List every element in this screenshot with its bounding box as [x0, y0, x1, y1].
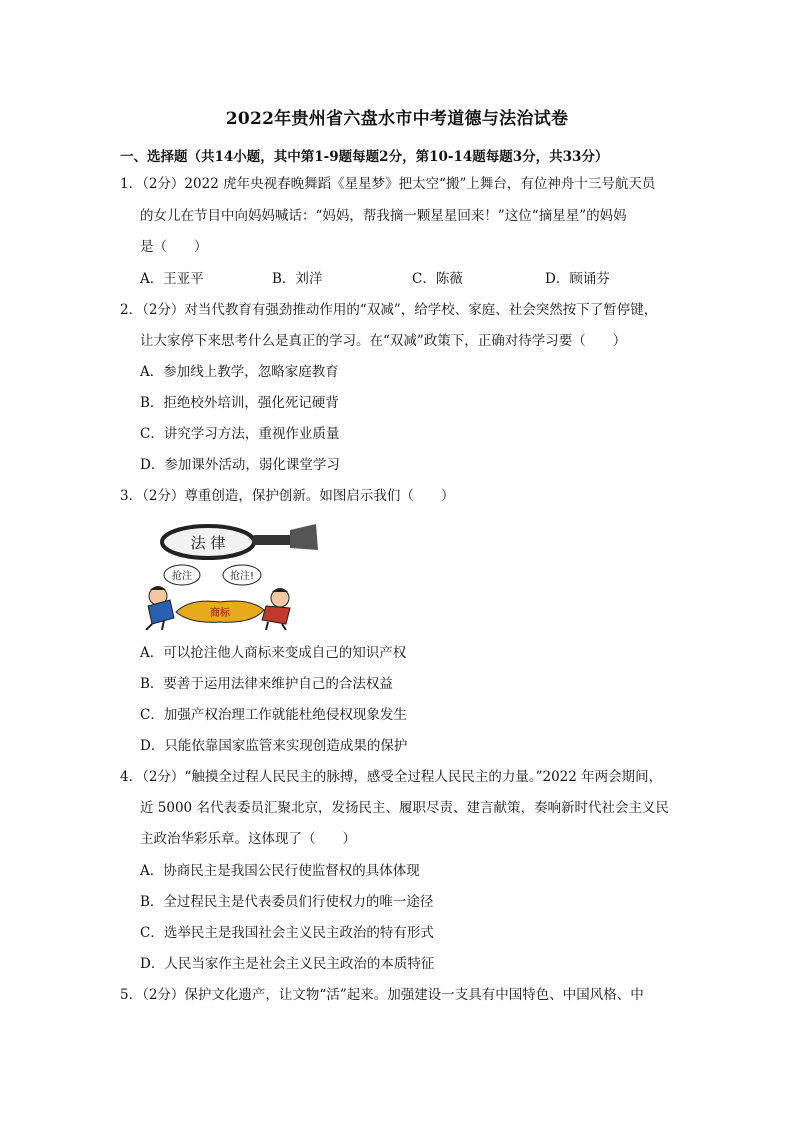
trademark-cartoon [140, 520, 320, 630]
question-4-option-c[interactable]: C．选举民主是我国社会主义民主政治的特有形式 [140, 925, 434, 941]
question-4-option-d[interactable]: D．人民当家作主是社会主义民主政治的本质特征 [140, 956, 435, 972]
question-3-option-b[interactable]: B．要善于运用法律来维护自己的合法权益 [140, 676, 393, 692]
question-2-line-1: 2．（2分）对当代教育有强劲推动作用的“双减”，给学校、家庭、社会突然按下了暂停键， [120, 302, 658, 318]
question-2-option-c[interactable]: C．讲究学习方法，重视作业质量 [140, 426, 340, 442]
question-3-option-a[interactable]: A．可以抢注他人商标来变成自己的知识产权 [140, 645, 407, 661]
right-person-hair [272, 588, 288, 592]
question-3-line-1: 3．（2分）尊重创造，保护创新。如图启示我们（ ） [120, 488, 455, 504]
page-title: 2022年贵州省六盘水市中考道德与法治试卷 [225, 109, 569, 129]
question-1-line-1: 1．（2分）2022 虎年央视春晚舞蹈《星星梦》把太空“搬”上舞台，有位神舟十三号航天员 [120, 176, 656, 192]
question-1-line-3: 是（ ） [140, 239, 208, 255]
question-3-option-c[interactable]: C．加强产权治理工作就能杜绝侵权现象发生 [140, 707, 407, 723]
question-2-option-a[interactable]: A．参加线上教学，忽略家庭教育 [140, 364, 339, 380]
question-4-line-1: 4．（2分）“触摸全过程人民民主的脉搏，感受全过程人民民主的力量。”2022 年两会期间， [120, 769, 663, 785]
question-2-line-2: 让大家停下来思考什么是真正的学习。在“双减”政策下，正确对待学习要（ ） [140, 333, 627, 349]
trademark-bag-label: 商标 [210, 608, 230, 619]
cartoon-figure [140, 520, 320, 630]
question-1-option-c[interactable]: C．陈薇 [412, 271, 463, 287]
question-2-option-d[interactable]: D．参加课外活动，弱化课堂学习 [140, 457, 340, 473]
question-3-option-d[interactable]: D．只能依靠国家监管来实现创造成果的保护 [140, 738, 408, 754]
question-4-option-b[interactable]: B．全过程民主是代表委员们行使权力的唯一途径 [140, 894, 434, 910]
speech-bubble-left-text: 抢注 [172, 571, 192, 582]
magnifier-label: 法 律 [190, 534, 226, 552]
right-person-body [262, 606, 290, 624]
question-4-line-3: 主政治华彩乐章。这体现了（ ） [140, 831, 356, 847]
left-person-body [148, 600, 174, 624]
question-1-line-2: 的女儿在节目中向妈妈喊话：“妈妈，帮我摘一颗星星回来！”这位“摘星星”的妈妈 [140, 208, 627, 224]
question-1-option-d[interactable]: D．顾诵芬 [545, 271, 610, 287]
question-4-option-a[interactable]: A．协商民主是我国公民行使监督权的具体体现 [140, 863, 420, 879]
magnifier-handle [252, 535, 292, 545]
question-1-option-a[interactable]: A．王亚平 [140, 271, 204, 287]
question-4-line-2: 近 5000 名代表委员汇聚北京，发扬民主、履职尽责、建言献策，奏响新时代社会主义民 [140, 800, 669, 816]
left-person-hair [150, 586, 166, 590]
hand-icon [290, 524, 318, 550]
question-1-option-b[interactable]: B．刘洋 [272, 271, 323, 287]
question-2-option-b[interactable]: B．拒绝校外培训，强化死记硬背 [140, 395, 339, 411]
section-heading: 一、选择题（共14小题，其中第1-9题每题2分，第10-14题每题3分，共33分） [120, 149, 609, 165]
question-5-line-1: 5．（2分）保护文化遗产，让文物“活”起来。加强建设一支具有中国特色、中国风格、中 [120, 987, 644, 1003]
speech-bubble-right-text: 抢注! [229, 571, 255, 582]
